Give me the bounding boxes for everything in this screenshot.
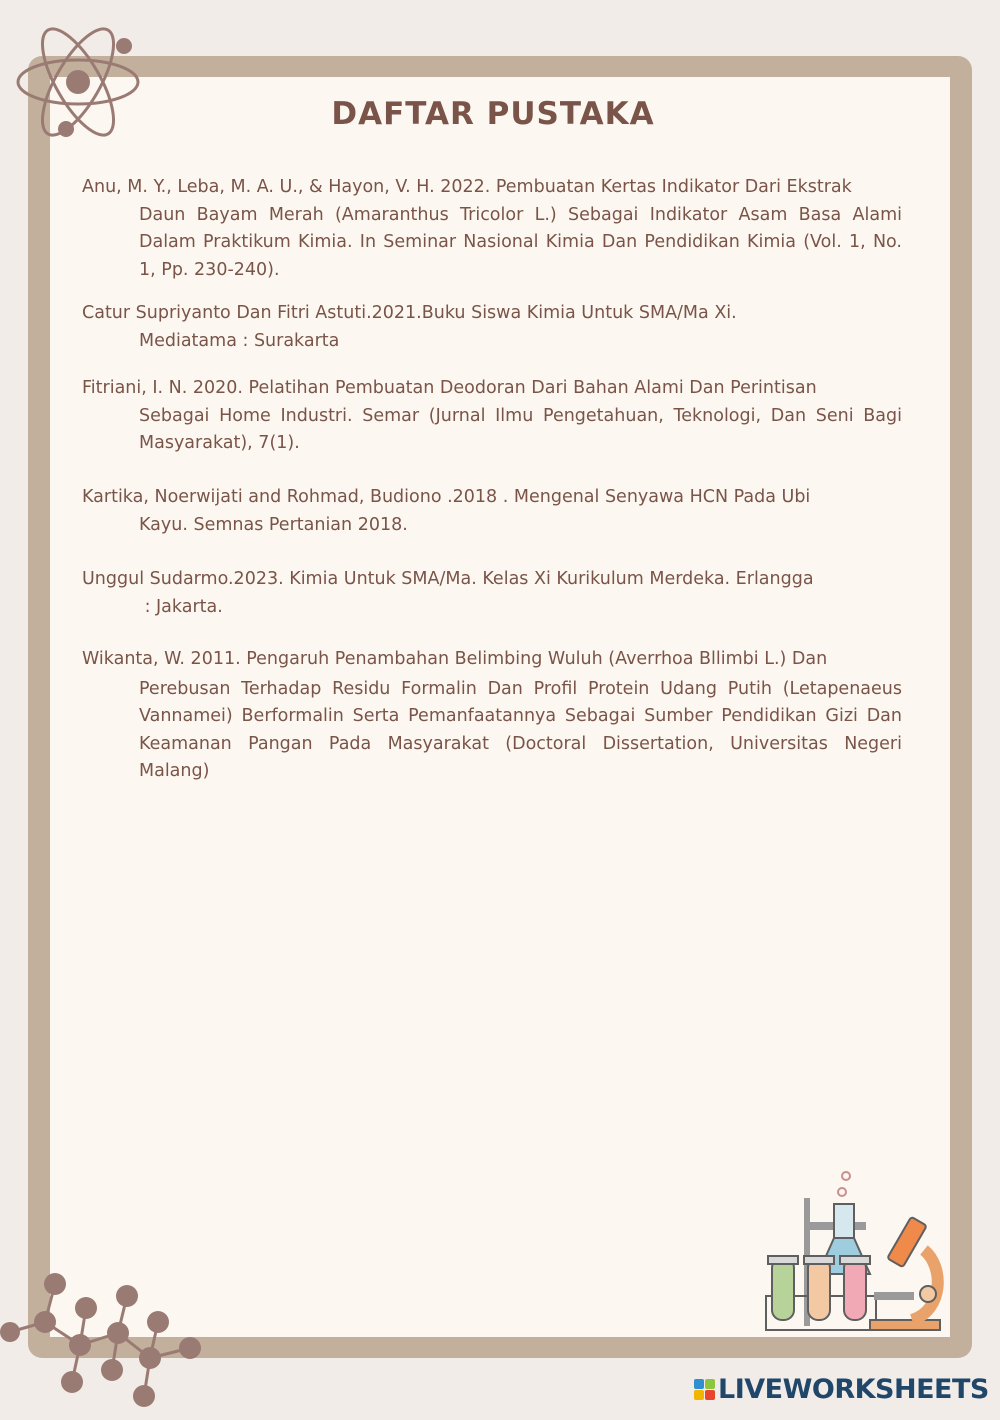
brand-text: LIVEWORKSHEETS [718,1373,989,1405]
reference-entry [82,300,902,355]
reference-entry [82,174,902,284]
reference-first-line: Anu, M. Y., Leba, M. A. U., & Hayon, V. H. 2022. Pembuatan Kertas Indikator Dari Ekstrak [82,177,852,197]
reference-entry [82,484,902,539]
reference-continuation: Kayu. Semnas Pertanian 2018. [139,514,408,535]
liveworksheets-watermark [694,1372,989,1406]
reference-first-line: Unggul Sudarmo.2023. Kimia Untuk SMA/Ma. Kelas Xi Kurikulum Merdeka. Erlangga [82,569,814,589]
molecule-icon [0,1270,220,1420]
page-title: DAFTAR PUSTAKA [331,96,655,132]
reference-first-line: Fitriani, I. N. 2020. Pelatihan Pembuatan Deodoran Dari Bahan Alami Dan Perintisan [82,378,817,398]
reference-first-line: Kartika, Noerwijati and Rohmad, Budiono .2018 . Mengenal Senyawa HCN Pada Ubi [82,487,811,507]
reference-continuation: Daun Bayam Merah (Amaranthus Tricolor L.) Sebagai Indikator Asam Basa Alami Dalam Praktikum Kimia. In Seminar Nasional Kimia Dan Pendidikan Kimia (Vol. 1, No. 1, Pp. 230-240). [139,204,902,280]
reference-first-line: Catur Supriyanto Dan Fitri Astuti.2021.Buku Siswa Kimia Untuk SMA/Ma Xi. [82,303,737,323]
reference-continuation: Mediatama : Surakarta [139,330,340,351]
reference-first-line: Wikanta, W. 2011. Pengaruh Penambahan Belimbing Wuluh (Averrhoa Bllimbi L.) Dan [82,649,828,669]
atom-icon [8,22,148,162]
reference-entry [82,375,902,458]
brand-badge-icon [694,1379,715,1400]
reference-entry [82,566,902,621]
lab-equipment-icon [762,1170,952,1340]
reference-continuation: Perebusan Terhadap Residu Formalin Dan Profil Protein Udang Putih (Letapenaeus Vannamei) Berformalin Serta Pemanfaatannya Sebagai Sumber Pendidikan Gizi Dan Keamanan Pangan Pada Masyarakat (Doctoral Dissertation, Universitas Negeri Malang) [139,678,902,781]
reference-entry [82,646,902,786]
reference-continuation: : Jakarta. [139,596,223,617]
reference-continuation: Sebagai Home Industri. Semar (Jurnal Ilmu Pengetahuan, Teknologi, Dan Seni Bagi Masyarakat), 7(1). [139,405,902,453]
